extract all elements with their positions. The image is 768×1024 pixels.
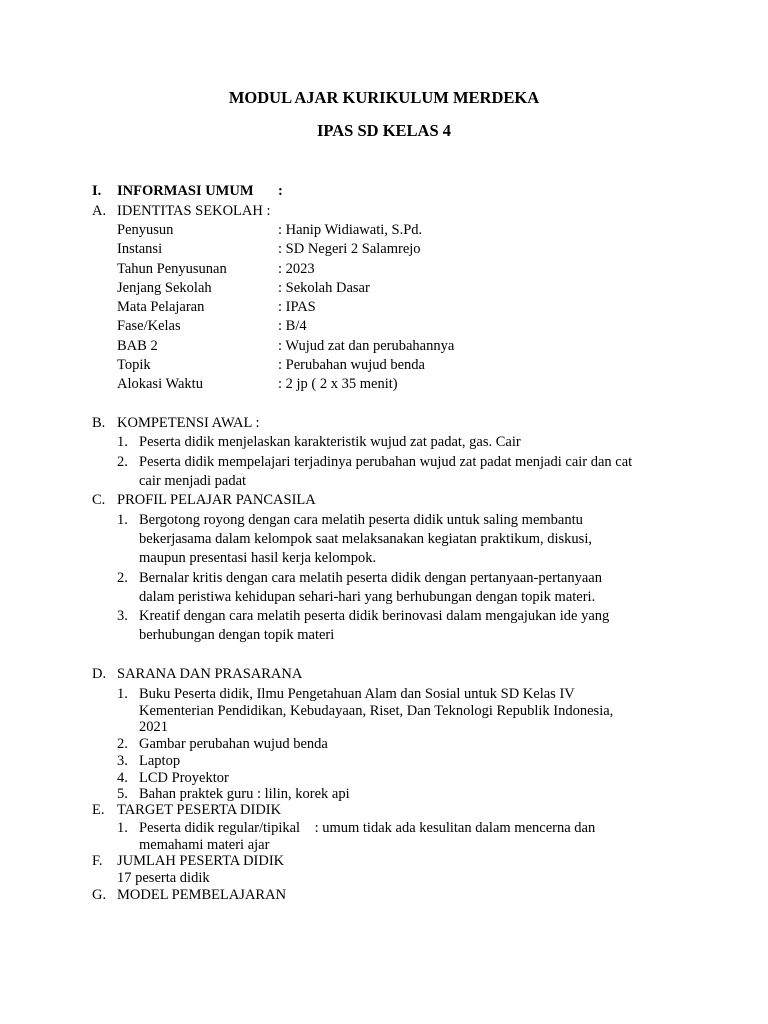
identity-label: Penyusun [117,222,174,238]
list-item-text: LCD Proyektor [139,770,229,786]
section-a-letter: A. [92,203,107,219]
document-subtitle: IPAS SD KELAS 4 [316,121,452,140]
section-g-heading: MODEL PEMBELAJARAN [117,887,287,903]
identity-label: Mata Pelajaran [117,299,205,315]
section-f-letter: F. [92,853,103,869]
list-number: 3. [117,753,128,769]
list-number: 3. [117,608,128,624]
list-item-text: bekerjasama dalam kelompok saat melaksanakan kegiatan praktikum, diskusi, [139,531,592,547]
identity-value: : 2 jp ( 2 x 35 menit) [278,376,398,392]
section-d-letter: D. [92,666,107,682]
list-item-text: 2021 [139,719,168,735]
identity-value: : SD Negeri 2 Salamrejo [278,241,421,257]
identity-value: : Sekolah Dasar [278,280,370,296]
list-item-text: Kementerian Pendidikan, Kebudayaan, Riset, Dan Teknologi Republik Indonesia, [139,703,614,719]
identity-value: : Wujud zat dan perubahannya [278,338,455,354]
section-c-letter: C. [92,492,106,508]
identity-label: BAB 2 [117,338,158,354]
list-item-text: Gambar perubahan wujud benda [139,736,328,752]
list-item-text: Kreatif dengan cara melatih peserta didik berinovasi dalam mengajukan ide yang [139,608,610,624]
identity-value: : B/4 [278,318,307,334]
section-i-colon: : [278,183,283,199]
student-count: 17 peserta didik [117,870,210,886]
list-item-text: Peserta didik regular/tipikal : umum tidak ada kesulitan dalam mencerna dan [139,820,596,836]
list-number: 1. [117,434,128,450]
list-number: 2. [117,570,128,586]
section-a-heading: IDENTITAS SEKOLAH : [117,203,271,219]
identity-value: : 2023 [278,261,315,277]
identity-label: Alokasi Waktu [117,376,203,392]
list-item-text: berhubungan dengan topik materi [139,627,335,643]
identity-value: : Hanip Widiawati, S.Pd. [278,222,423,238]
list-number: 2. [117,454,128,470]
list-item-text: memahami materi ajar [139,837,270,853]
list-number: 1. [117,686,128,702]
identity-label: Jenjang Sekolah [117,280,212,296]
list-item-text: dalam peristiwa kehidupan sehari-hari yang berhubungan dengan topik materi. [139,589,596,605]
list-number: 4. [117,770,128,786]
list-number: 1. [117,820,128,836]
identity-label: Topik [117,357,151,373]
section-d-heading: SARANA DAN PRASARANA [117,666,303,682]
list-item-text: Peserta didik mempelajari terjadinya perubahan wujud zat padat menjadi cair dan cat [139,454,633,470]
list-number: 5. [117,786,128,802]
identity-label: Tahun Penyusunan [117,261,227,277]
section-b-heading: KOMPETENSI AWAL : [117,415,260,431]
identity-label: Instansi [117,241,163,257]
list-item-text: cair menjadi padat [139,473,247,489]
list-number: 1. [117,512,128,528]
list-item-text: Buku Peserta didik, Ilmu Pengetahuan Alam dan Sosial untuk SD Kelas IV [139,686,575,702]
section-e-heading: TARGET PESERTA DIDIK [117,802,282,818]
list-item-text: Bergotong royong dengan cara melatih peserta didik untuk saling membantu [139,512,583,528]
section-i-heading: INFORMASI UMUM [117,183,254,199]
list-item-text: Bernalar kritis dengan cara melatih peserta didik dengan pertanyaan-pertanyaan [139,570,602,586]
list-item-text: Laptop [139,753,181,769]
list-number: 2. [117,736,128,752]
section-b-letter: B. [92,415,106,431]
list-item-text: maupun presentasi hasil kerja kelompok. [139,550,377,566]
identity-value: : IPAS [278,299,316,315]
list-item-text: Peserta didik menjelaskan karakteristik wujud zat padat, gas. Cair [139,434,521,450]
document-title: MODUL AJAR KURIKULUM MERDEKA [228,88,540,107]
section-e-letter: E. [92,802,105,818]
section-c-heading: PROFIL PELAJAR PANCASILA [117,492,316,508]
section-i-number: I. [92,183,102,199]
section-f-heading: JUMLAH PESERTA DIDIK [117,853,285,869]
list-item-text: Bahan praktek guru : lilin, korek api [139,786,350,802]
identity-label: Fase/Kelas [117,318,181,334]
section-g-letter: G. [92,887,107,903]
identity-value: : Perubahan wujud benda [278,357,425,373]
